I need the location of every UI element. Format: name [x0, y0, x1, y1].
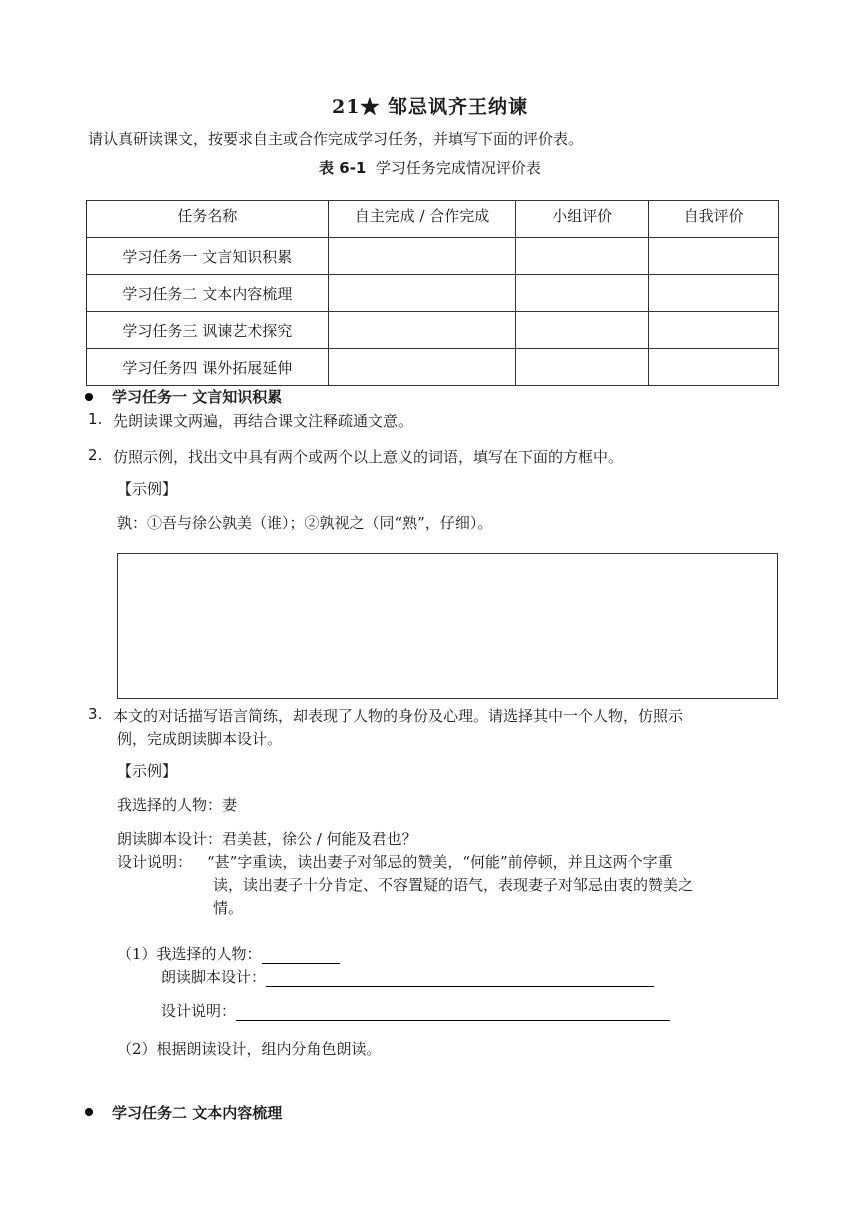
- item2-text: 仿照示例，找出文中具有两个或两个以上意义的词语，填写在下面的方框中。: [113, 448, 624, 466]
- self-eval-cell[interactable]: [649, 275, 779, 312]
- item3-number: 3.: [88, 705, 103, 723]
- bullet-icon: [85, 1108, 93, 1116]
- table-caption: [0, 157, 860, 178]
- table-header-cell: 任务名称: [87, 201, 329, 238]
- self-eval-cell[interactable]: [649, 238, 779, 275]
- completion-cell[interactable]: [328, 238, 516, 275]
- answer-box[interactable]: [117, 553, 778, 699]
- task-name-cell: 学习任务一 文言知识积累: [87, 238, 329, 275]
- item1-text: 先朗读课文两遍，再结合课文注释疏通文意。: [113, 412, 414, 430]
- completion-cell[interactable]: [328, 275, 516, 312]
- item3-example-label: 【示例】: [117, 762, 178, 780]
- character-blank[interactable]: [262, 947, 340, 964]
- example-script: 朗读脚本设计：君美甚，徐公 / 何能及君也？: [117, 830, 417, 848]
- item3-text-line1: 本文的对话描写语言简练，却表现了人物的身份及心理。请选择其中一个人物，仿照示: [113, 707, 684, 725]
- self-eval-cell[interactable]: [649, 312, 779, 349]
- sub1-script-row: [161, 966, 654, 987]
- note-blank[interactable]: [236, 1004, 670, 1021]
- item3-text-line2: 例，完成朗读脚本设计。: [117, 730, 283, 748]
- table-row: [87, 275, 779, 312]
- sub1-character-label: （1）我选择的人物：: [117, 945, 262, 963]
- group-eval-cell[interactable]: [516, 275, 649, 312]
- group-eval-cell[interactable]: [516, 349, 649, 386]
- item1-number: 1.: [88, 410, 103, 428]
- task1-heading: 学习任务一 文言知识积累: [112, 388, 283, 406]
- table-row: [87, 312, 779, 349]
- table-header-cell: 自我评价: [649, 201, 779, 238]
- item2-number: 2.: [88, 446, 103, 464]
- sub1-script-label: 朗读脚本设计：: [161, 968, 267, 986]
- script-blank[interactable]: [266, 970, 654, 987]
- sub1-note-row: [161, 1000, 670, 1021]
- table-header-cell: 小组评价: [516, 201, 649, 238]
- group-eval-cell[interactable]: [516, 238, 649, 275]
- example-note-line2: 读，读出妻子十分肯定、不容置疑的语气，表现妻子对邹忌由衷的赞美之: [213, 876, 694, 894]
- sub1-character-row: [117, 943, 340, 964]
- group-eval-cell[interactable]: [516, 312, 649, 349]
- document-title: 21★ 邹忌讽齐王纳谏: [331, 96, 529, 118]
- task-name-cell: 学习任务三 讽谏艺术探究: [87, 312, 329, 349]
- table-row: [87, 238, 779, 275]
- task2-heading: 学习任务二 文本内容梳理: [112, 1104, 283, 1122]
- table-header-cell: 自主完成 / 合作完成: [328, 201, 516, 238]
- item2-example-text: 孰：①吾与徐公孰美（谁）；②孰视之（同“熟”，仔细）。: [117, 514, 493, 532]
- self-eval-cell[interactable]: [649, 349, 779, 386]
- item2-example-label: 【示例】: [117, 480, 178, 498]
- task-name-cell: 学习任务四 课外拓展延伸: [87, 349, 329, 386]
- completion-cell[interactable]: [328, 312, 516, 349]
- example-note-line1: “甚”字重读，读出妻子对邹忌的赞美，“何能”前停顿，并且这两个字重: [207, 853, 673, 871]
- table-row: [87, 349, 779, 386]
- example-note-line3: 情。: [213, 899, 244, 917]
- table-header-row: [87, 201, 779, 238]
- evaluation-table: [86, 200, 779, 386]
- table-caption-label: 表 6-1: [319, 159, 367, 177]
- task-name-cell: 学习任务二 文本内容梳理: [87, 275, 329, 312]
- bullet-icon: [85, 393, 93, 401]
- intro-text: 请认真研读课文，按要求自主或合作完成学习任务，并填写下面的评价表。: [88, 130, 584, 148]
- example-note-label: 设计说明：: [117, 853, 193, 871]
- table-caption-text: 学习任务完成情况评价表: [375, 159, 541, 177]
- example-character: 我选择的人物：妻: [117, 796, 238, 814]
- sub1-note-label: 设计说明：: [161, 1002, 237, 1020]
- completion-cell[interactable]: [328, 349, 516, 386]
- sub2-text: （2）根据朗读设计，组内分角色朗读。: [117, 1040, 382, 1058]
